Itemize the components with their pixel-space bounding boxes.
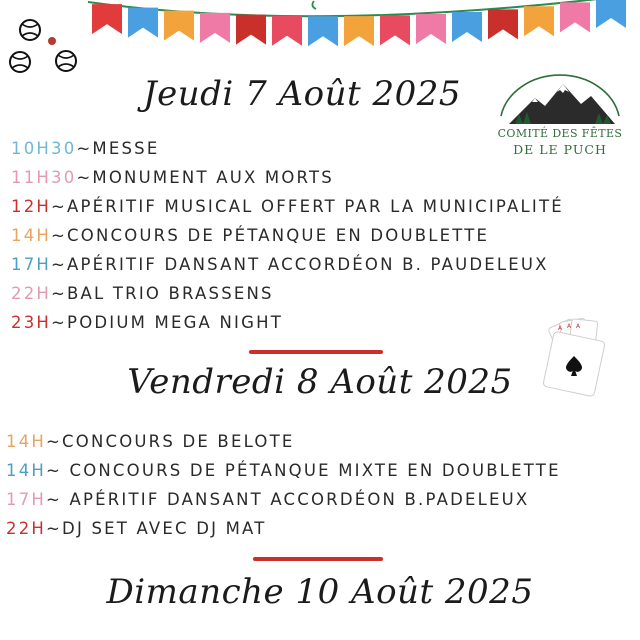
bunting-flag <box>272 16 302 46</box>
list-item <box>6 485 561 514</box>
event-time: 14H <box>6 461 47 480</box>
bunting-flag <box>560 2 590 32</box>
event-text: ~ APÉRITIF DANSANT ACCORDÉON B.PADELEUX <box>46 490 530 509</box>
logo-line-2: DE LE PUCH <box>513 142 607 157</box>
list-item <box>11 308 564 337</box>
event-text: ~APÉRITIF MUSICAL OFFERT PAR LA MUNICIPALITÉ <box>51 197 564 216</box>
swirl-icon <box>308 0 328 12</box>
schedule-vendredi <box>6 427 561 543</box>
list-item <box>11 163 564 192</box>
event-time: 22H <box>11 284 52 303</box>
list-item <box>11 279 564 308</box>
bunting-flag <box>452 12 482 42</box>
bunting-flag <box>308 16 338 46</box>
schedule-jeudi <box>11 134 564 337</box>
bunting-flag <box>200 13 230 43</box>
list-item <box>11 221 564 250</box>
bunting-flag <box>488 9 518 39</box>
svg-text:A: A <box>558 325 563 332</box>
event-text: ~ CONCOURS DE PÉTANQUE MIXTE EN DOUBLETTE <box>46 461 561 480</box>
svg-text:A: A <box>567 323 572 330</box>
bunting-flag <box>164 11 194 41</box>
event-time: 22H <box>6 519 47 538</box>
bunting-flag <box>236 15 266 45</box>
event-time: 17H <box>6 490 47 509</box>
svg-text:A: A <box>576 323 581 330</box>
event-time: 12H <box>11 197 52 216</box>
event-text: ~BAL TRIO BRASSENS <box>51 284 274 303</box>
event-time: 11H30 <box>11 168 77 187</box>
bunting-flag <box>344 16 374 46</box>
list-item <box>6 427 561 456</box>
day-title-vendredi: Vendredi 8 Août 2025 <box>127 362 513 402</box>
day-title-dimanche: Dimanche 10 Août 2025 <box>106 572 534 612</box>
divider <box>249 350 383 354</box>
bunting-flag <box>524 6 554 36</box>
divider <box>253 557 383 561</box>
bunting-flag <box>380 15 410 45</box>
event-time: 23H <box>11 313 52 332</box>
list-item <box>11 134 564 163</box>
list-item <box>6 514 561 543</box>
event-text: ~MESSE <box>76 139 160 158</box>
event-text: ~DJ SET AVEC DJ MAT <box>46 519 267 538</box>
bunting-flag <box>596 0 626 28</box>
event-text: ~APÉRITIF DANSANT ACCORDÉON B. PAUDELEUX <box>51 255 549 274</box>
bunting-flag <box>128 8 158 38</box>
bunting-flag <box>416 14 446 44</box>
bunting-flag <box>92 4 122 34</box>
event-text: ~MONUMENT AUX MORTS <box>76 168 334 187</box>
event-text: ~CONCOURS DE BELOTE <box>46 432 295 451</box>
event-time: 14H <box>11 226 52 245</box>
petanque-balls-icon <box>8 12 84 78</box>
day-title-jeudi: Jeudi 7 Août 2025 <box>143 74 461 114</box>
list-item <box>11 192 564 221</box>
event-text: ~PODIUM MEGA NIGHT <box>51 313 283 332</box>
list-item <box>6 456 561 485</box>
list-item <box>11 250 564 279</box>
logo-line-1: COMITÉ DES FÊTES <box>497 127 623 140</box>
event-time: 10H30 <box>11 139 77 158</box>
event-time: 17H <box>11 255 52 274</box>
event-text: ~CONCOURS DE PÉTANQUE EN DOUBLETTE <box>51 226 490 245</box>
event-time: 14H <box>6 432 47 451</box>
